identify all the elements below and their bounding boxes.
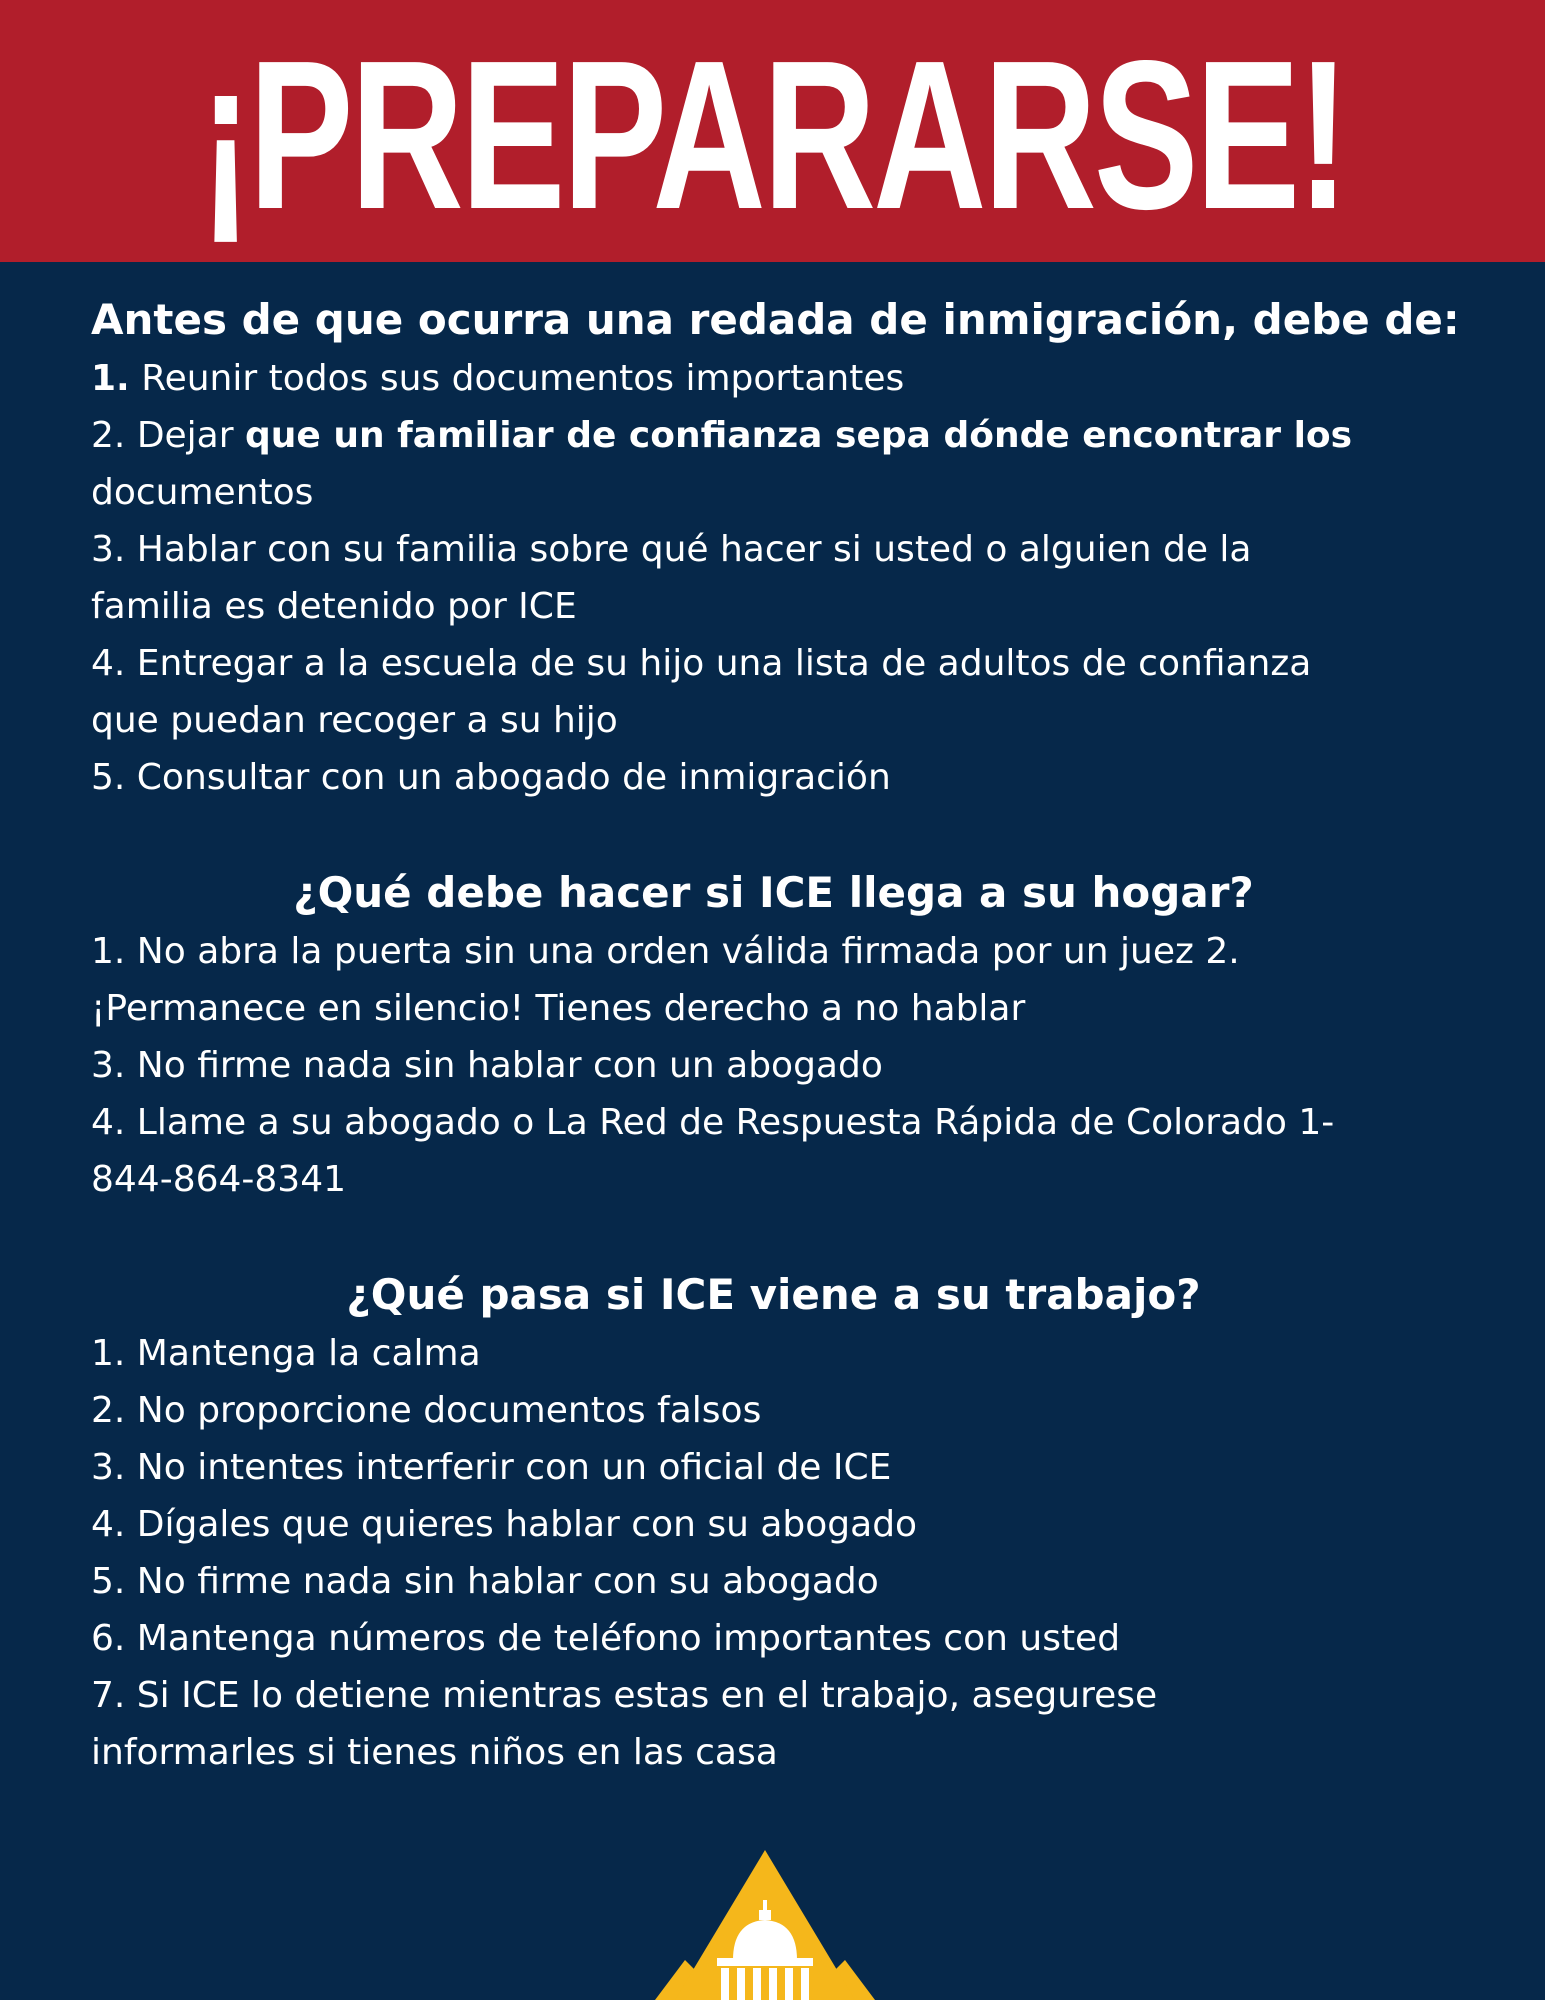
list-item: informarles si tienes niños en las casa xyxy=(91,1732,778,1773)
list-item: 3. No intentes interferir con un oficial de ICE xyxy=(91,1447,892,1488)
list-item: 844-864-8341 xyxy=(91,1159,347,1200)
flyer-content xyxy=(91,290,1491,1781)
list-item: ¡Permanece en silencio! Tienes derecho a no hablar xyxy=(91,988,1026,1029)
list-item: 5. No firme nada sin hablar con su abogado xyxy=(91,1561,879,1602)
mountain-capitol-logo-icon xyxy=(655,1850,875,2000)
list-item: 1. Mantenga la calma xyxy=(91,1333,481,1374)
section1-heading: Antes de que ocurra una redada de inmigración, debe de: xyxy=(91,295,1460,344)
section2-list xyxy=(91,923,1491,1208)
list-item: 4. Dígales que quieres hablar con su abogado xyxy=(91,1504,918,1545)
list-item: 1. No abra la puerta sin una orden válida firmada por un juez 2. xyxy=(91,931,1240,972)
list-item-continuation: que puedan recoger a su hijo xyxy=(91,700,618,741)
list-item: 4. Llame a su abogado o La Red de Respuesta Rápida de Colorado 1- xyxy=(91,1102,1335,1143)
section2-heading: ¿Qué debe hacer si ICE llega a su hogar? xyxy=(293,868,1254,917)
section3-heading: ¿Qué pasa si ICE viene a su trabajo? xyxy=(346,1270,1201,1319)
spacer xyxy=(91,806,1491,863)
section1-list xyxy=(91,350,1491,806)
spacer xyxy=(91,1208,1491,1265)
item-number: 2. xyxy=(91,415,126,456)
list-item: 2. No proporcione documentos falsos xyxy=(91,1390,762,1431)
list-item: 3. Hablar con su familia sobre qué hacer si usted o alguien de la xyxy=(91,529,1252,570)
item-text: Reunir todos sus documentos importantes xyxy=(141,358,905,399)
list-item-continuation: familia es detenido por ICE xyxy=(91,586,577,627)
title-banner xyxy=(0,0,1545,262)
list-item: 3. No firme nada sin hablar con un abogado xyxy=(91,1045,883,1086)
list-item: 7. Si ICE lo detiene mientras estas en el trabajo, asegurese xyxy=(91,1675,1158,1716)
list-item xyxy=(91,407,1491,464)
item-text-bold: que un familiar de confianza sepa dónde encontrar los xyxy=(245,415,1353,456)
banner-title: ¡PREPARARSE! xyxy=(199,16,1347,253)
list-item-continuation: documentos xyxy=(91,472,314,513)
item-text: Dejar xyxy=(136,415,245,456)
item-number: 1. xyxy=(91,358,130,399)
list-item: 5. Consultar con un abogado de inmigración xyxy=(91,757,891,798)
list-item: 4. Entregar a la escuela de su hijo una lista de adultos de confianza xyxy=(91,643,1312,684)
list-item: 6. Mantenga números de teléfono importantes con usted xyxy=(91,1618,1121,1659)
list-item xyxy=(91,350,1491,407)
section3-list xyxy=(91,1325,1491,1781)
